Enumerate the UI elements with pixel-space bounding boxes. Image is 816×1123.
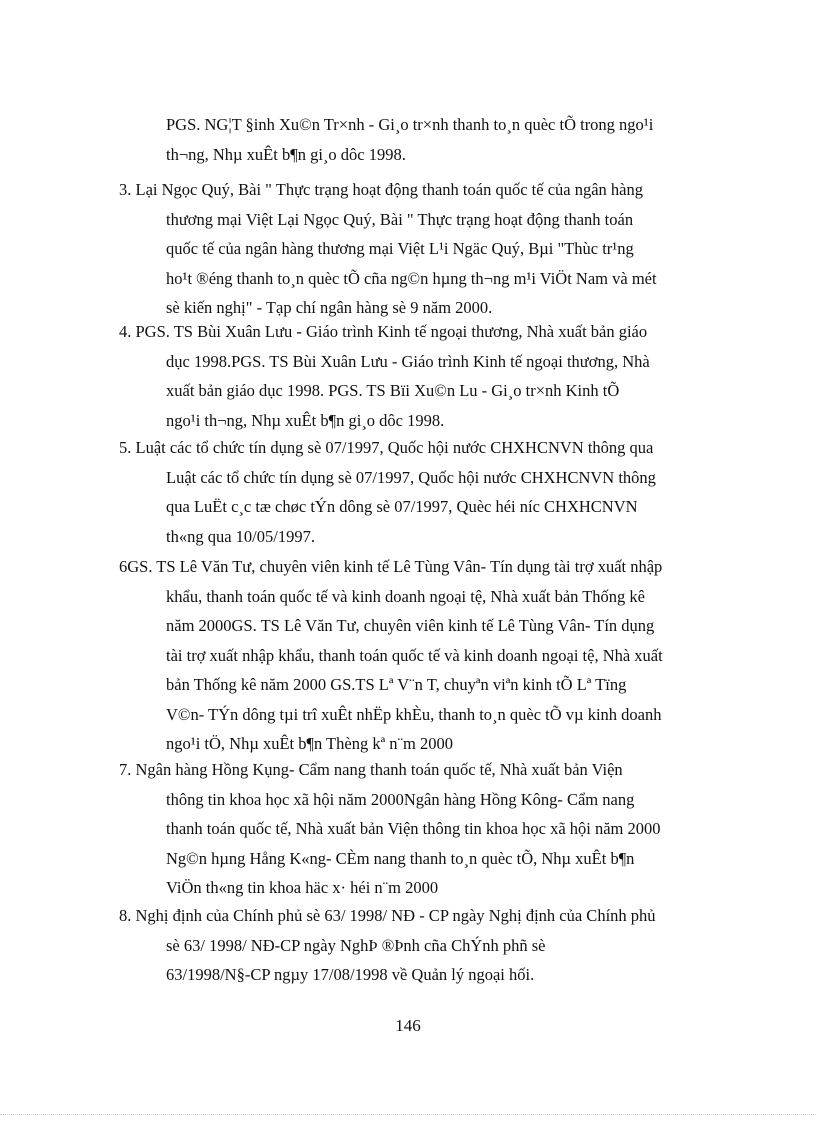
reference-line: th¬ng, Nhµ xuÊt b¶n gi¸o dôc 1998. [166, 144, 406, 164]
reference-line: khẩu, thanh toán quốc tế và kinh doanh ngoại tệ, Nhà xuất bản Thống kê [166, 586, 645, 606]
reference-entry [119, 175, 739, 323]
reference-entry [119, 317, 739, 435]
reference-line: th«ng qua 10/05/1997. [166, 526, 315, 546]
reference-line: 7. Ngân hàng Hồng Kụng- Cẩm nang thanh toán quốc tế, Nhà xuất bản Viện [119, 760, 623, 779]
reference-line: qua LuËt c¸c tæ chøc tÝn dông sè 07/1997, Quèc héi níc CHXHCNVN [166, 497, 638, 516]
reference-entry [119, 755, 739, 903]
reference-line: 63/1998/N§-CP ngµy 17/08/1998 về Quản lý ngoại hối. [166, 965, 535, 984]
reference-line: 5. Luật các tổ chức tín dụng sè 07/1997, Quốc hội nước CHXHCNVN thông qua [119, 438, 654, 457]
reference-line: tài trợ xuất nhập khẩu, thanh toán quốc tế và kinh doanh ngoại tệ, Nhà xuất [166, 645, 663, 665]
reference-line: quốc tế của ngân hàng thương mại Việt L¹i Ngäc Quý, Bµi "Thùc tr¹ng [166, 239, 634, 258]
reference-line: xuất bản giáo dục 1998. PGS. TS Bïi Xu©n Lu - Gi¸o tr×nh Kinh tÕ [166, 381, 620, 400]
page-bottom-divider [0, 1114, 816, 1115]
reference-line: ngo¹i th¬ng, Nhµ xuÊt b¶n gi¸o dôc 1998. [166, 410, 445, 430]
reference-line: ho¹t ®éng thanh to¸n quèc tÕ cña ng©n hµng th¬ng m¹i ViÖt Nam và mét [166, 268, 657, 288]
reference-line: thanh toán quốc tế, Nhà xuất bản Viện thông tin khoa học xã hội năm 2000 [166, 819, 661, 838]
reference-line: Luật các tổ chức tín dụng sè 07/1997, Quốc hội nước CHXHCNVN thông [166, 467, 656, 487]
reference-line: PGS. NG¦T §inh Xu©n Tr×nh - Gi¸o tr×nh thanh to¸n quèc tÕ trong ngo¹i [166, 115, 654, 134]
reference-entry [119, 552, 739, 759]
reference-line: ViÖn th«ng tin khoa häc x· héi n¨m 2000 [166, 878, 439, 897]
reference-line: năm 2000GS. TS Lê Văn Tư, chuyên viên kinh tế Lê Tùng Vân- Tín dụng [166, 616, 655, 635]
reference-line: ngo¹i tÖ, Nhµ xuÊt b¶n Thèng kª n¨m 2000 [166, 734, 453, 753]
reference-line: 3. Lại Ngọc Quý, Bài " Thực trạng hoạt động thanh toán quốc tế của ngân hàng [119, 180, 643, 199]
reference-line: thông tin khoa học xã hội năm 2000Ngân hàng Hồng Kông- Cẩm nang [166, 789, 635, 809]
reference-line: sè 63/ 1998/ NĐ-CP ngày NghÞ ®Þnh cña ChÝnh phñ sè [166, 935, 546, 955]
reference-entry [166, 110, 738, 169]
reference-line: 6GS. TS Lê Văn Tư, chuyên viên kinh tế Lê Tùng Vân- Tín dụng tài trợ xuất nhập [119, 557, 663, 576]
reference-line: V©n- TÝn dông tµi trî xuÊt nhËp khÈu, thanh to¸n quèc tÕ vµ kinh doanh [166, 704, 662, 724]
reference-line: dục 1998.PGS. TS Bùi Xuân Lưu - Giáo trình Kinh tế ngoại thương, Nhà [166, 351, 650, 371]
reference-line: bản Thống kê năm 2000 GS.TS Lª V¨n T, chuyªn viªn kinh tÕ Lª Tïng [166, 675, 627, 694]
reference-line: 4. PGS. TS Bùi Xuân Lưu - Giáo trình Kinh tế ngoại thương, Nhà xuất bản giáo [119, 322, 648, 341]
reference-line: 8. Nghị định của Chính phủ sè 63/ 1998/ NĐ - CP ngày Nghị định của Chính phủ [119, 906, 656, 925]
reference-line: thương mại Việt Lại Ngọc Quý, Bài " Thực trạng hoạt động thanh toán [166, 209, 634, 229]
reference-line: sè kiến nghị" - Tạp chí ngân hàng sè 9 năm 2000. [166, 298, 493, 317]
reference-entry [119, 901, 739, 990]
reference-line: Ng©n hµng Hång K«ng- CÈm nang thanh to¸n quèc tÕ, Nhµ xuÊt b¶n [166, 848, 635, 868]
reference-entry [119, 433, 739, 551]
page-number: 146 [395, 1016, 421, 1035]
